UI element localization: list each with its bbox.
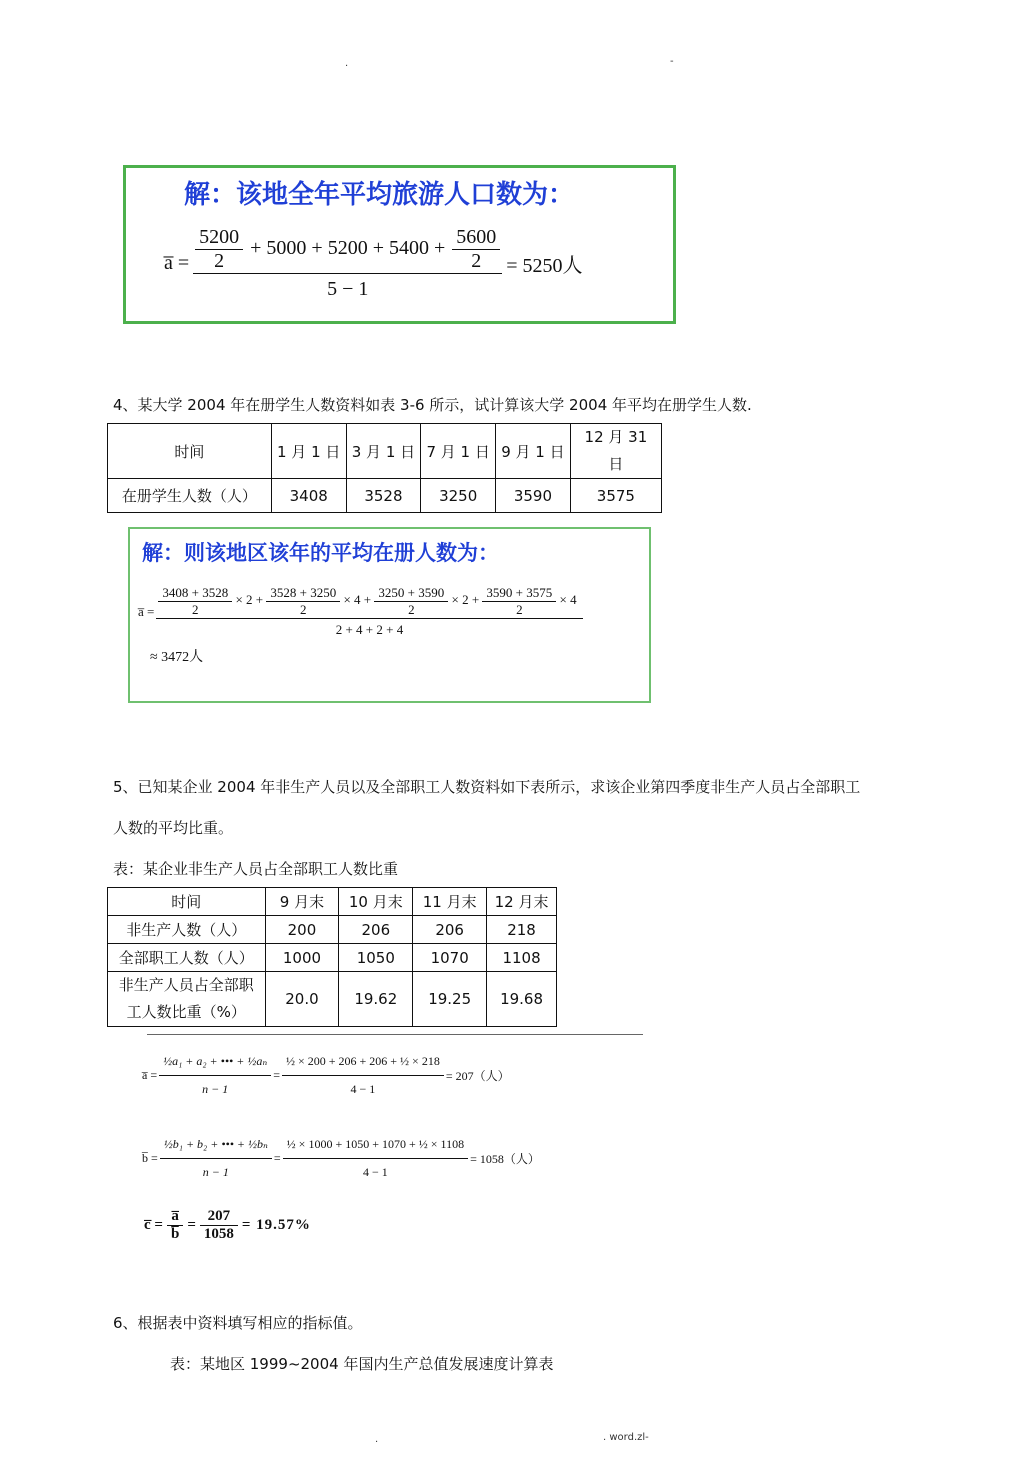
solution1-denominator: 5 − 1 <box>193 273 502 301</box>
equals-sign: = <box>187 1217 196 1233</box>
solution2-term1-den: 2 <box>158 601 232 618</box>
q5-table-cell: 非生产人数（人） <box>108 916 266 944</box>
q4-table-date: 7 月 1 日 <box>421 424 496 479</box>
solution1-main-fraction <box>195 226 500 301</box>
solution3-a-general <box>161 1054 269 1097</box>
q5-table-cell: 1108 <box>487 944 557 972</box>
solution1-frac2-den: 2 <box>452 249 500 273</box>
solution3-a-lhs: a̅ = <box>142 1068 158 1082</box>
solution3-b-values <box>285 1137 466 1180</box>
solution2-term3-num: 3250 + 3590 <box>378 585 445 600</box>
solution1-middle: + 5000 + 5200 + 5400 + <box>250 237 446 260</box>
solution2-lhs: a̅ = <box>138 603 155 619</box>
solution3-a-general-den: n − 1 <box>159 1075 271 1097</box>
solution3-b-general-den: n − 1 <box>160 1158 272 1180</box>
solution3-c-fraction1-den: b̅ <box>167 1225 183 1243</box>
solution3-b-values-num: ½ × 1000 + 1050 + 1070 + ½ × 1108 <box>286 1137 465 1151</box>
solution3-b-result: = 1058（人） <box>470 1152 540 1166</box>
solution3-top-rule <box>147 1034 643 1035</box>
solution2-term1-num: 3408 + 3528 <box>162 585 229 600</box>
solution3-a-general-num: ½a₁ + a₂ + ••• + ½aₙ <box>163 1054 268 1068</box>
q4-table-time-header: 时间 <box>108 424 272 479</box>
q4-table-value: 3590 <box>496 479 571 513</box>
q5-table-cell: 19.62 <box>339 972 413 1027</box>
q5-table <box>107 887 557 1027</box>
solution3-a-values-num: ½ × 200 + 206 + 206 + ½ × 218 <box>285 1054 440 1068</box>
q5-text-line1: 5、已知某企业 2004 年非生产人员以及全部职工人数资料如下表所示，求该企业第四季度非生产人员占全部职工 <box>113 778 861 796</box>
solution3-c-fraction2-den: 1058 <box>200 1225 238 1243</box>
q4-text: 4、某大学 2004 年在册学生人数资料如表 3-6 所示，试计算该大学 2004 年平均在册学生人数. <box>113 396 752 414</box>
solution1-formula <box>164 226 583 301</box>
solution2-denominator: 2 + 4 + 2 + 4 <box>156 618 582 638</box>
solution2-result: ≈ 3472人 <box>150 650 204 665</box>
q5-table-cell: 206 <box>339 916 413 944</box>
footer-right-text: . word.zl- <box>603 1432 649 1443</box>
q4-table-count-header: 在册学生人数（人） <box>108 479 272 513</box>
q4-table-value: 3408 <box>271 479 346 513</box>
solution2-box <box>128 527 651 703</box>
solution1-box <box>123 165 676 324</box>
q5-table-cell: 非生产人员占全部职工人数比重（%） <box>108 972 266 1027</box>
equals-sign: = <box>273 1151 281 1165</box>
solution2-term2 <box>268 585 338 618</box>
solution1-frac1-num: 5200 <box>199 226 240 248</box>
solution2-term1-mul: × 2 + <box>235 592 264 608</box>
q5-table-cell: 20.0 <box>265 972 339 1027</box>
solution3-c-fraction2 <box>202 1208 236 1243</box>
q5-table-header: 11 月末 <box>413 888 487 916</box>
solution3-a-result: = 207（人） <box>445 1069 510 1083</box>
solution2-term2-mul: × 4 + <box>343 592 372 608</box>
solution1-frac2-num: 5600 <box>456 226 497 248</box>
q6-caption: 表：某地区 1999~2004 年国内生产总值发展速度计算表 <box>170 1355 554 1373</box>
solution2-term2-den: 2 <box>266 601 340 618</box>
solution2-term4 <box>484 585 554 618</box>
q5-table-caption: 表：某企业非生产人员占全部职工人数比重 <box>113 860 399 878</box>
q5-table-cell: 1050 <box>339 944 413 972</box>
q5-table-cell: 218 <box>487 916 557 944</box>
solution2-term3-den: 2 <box>374 601 448 618</box>
q5-table-cell: 1070 <box>413 944 487 972</box>
solution2-term4-den: 2 <box>482 601 556 618</box>
solution3-a-formula <box>142 1054 510 1097</box>
q6-text: 6、根据表中资料填写相应的指标值。 <box>113 1314 363 1332</box>
solution3-b-values-den: 4 − 1 <box>283 1158 468 1180</box>
solution3-c-fraction2-num: 207 <box>207 1208 231 1224</box>
solution3-b-general <box>162 1137 270 1180</box>
solution1-result: = 5250人 <box>506 255 583 277</box>
solution2-title: 解：则该地区该年的平均在册人数为： <box>142 541 499 565</box>
solution3-c-result: = 19.57% <box>241 1217 311 1233</box>
solution2-term3-mul: × 2 + <box>451 592 480 608</box>
solution3-c-lhs: c̅ = <box>144 1217 163 1233</box>
q5-table-cell: 19.25 <box>413 972 487 1027</box>
q5-table-header: 12 月末 <box>487 888 557 916</box>
solution3-b-general-num: ½b₁ + b₂ + ••• + ½bₙ <box>163 1137 268 1151</box>
q5-table-header: 时间 <box>108 888 266 916</box>
solution3-a-values-den: 4 − 1 <box>282 1075 444 1097</box>
q5-table-cell: 206 <box>413 916 487 944</box>
solution2-term4-mul: × 4 <box>559 592 577 608</box>
q5-table-cell: 1000 <box>265 944 339 972</box>
solution3-c-fraction1-num: a̅ <box>171 1208 179 1224</box>
q5-table-header: 10 月末 <box>339 888 413 916</box>
solution2-term1 <box>160 585 230 618</box>
solution3-a-values <box>284 1054 442 1097</box>
q4-table-date: 3 月 1 日 <box>346 424 421 479</box>
q5-text-line2: 人数的平均比重。 <box>113 819 234 837</box>
q4-table-value: 3528 <box>346 479 421 513</box>
q4-table-value: 3575 <box>570 479 661 513</box>
solution3-c-fraction1 <box>169 1208 181 1243</box>
solution1-title: 解：该地全年平均旅游人口数为： <box>184 180 575 210</box>
solution1-lhs: a̅ = <box>164 252 190 274</box>
equals-sign: = <box>273 1068 280 1082</box>
solution3-b-formula <box>142 1137 540 1180</box>
q5-table-cell: 200 <box>265 916 339 944</box>
q5-table-header: 9 月末 <box>265 888 339 916</box>
q4-table-date: 12 月 31 日 <box>570 424 661 479</box>
solution1-frac2 <box>454 226 498 273</box>
solution2-term4-num: 3590 + 3575 <box>486 585 553 600</box>
solution2-term2-num: 3528 + 3250 <box>270 585 337 600</box>
solution1-frac1-den: 2 <box>195 249 243 273</box>
q5-table-cell: 19.68 <box>487 972 557 1027</box>
footer-left-mark: . <box>375 1434 379 1445</box>
solution2-main-fraction <box>158 585 580 638</box>
q5-table-cell: 全部职工人数（人） <box>108 944 266 972</box>
q4-table-date: 9 月 1 日 <box>496 424 571 479</box>
solution2-term3 <box>376 585 446 618</box>
q4-table <box>107 423 662 513</box>
solution3-b-lhs: b̅ = <box>142 1151 158 1165</box>
header-right-mark: - <box>670 56 674 67</box>
solution2-formula <box>138 585 581 638</box>
solution3-c-formula <box>144 1208 311 1243</box>
header-left-mark: . <box>345 58 349 69</box>
solution1-frac1 <box>197 226 241 273</box>
q4-table-value: 3250 <box>421 479 496 513</box>
q4-table-date: 1 月 1 日 <box>271 424 346 479</box>
